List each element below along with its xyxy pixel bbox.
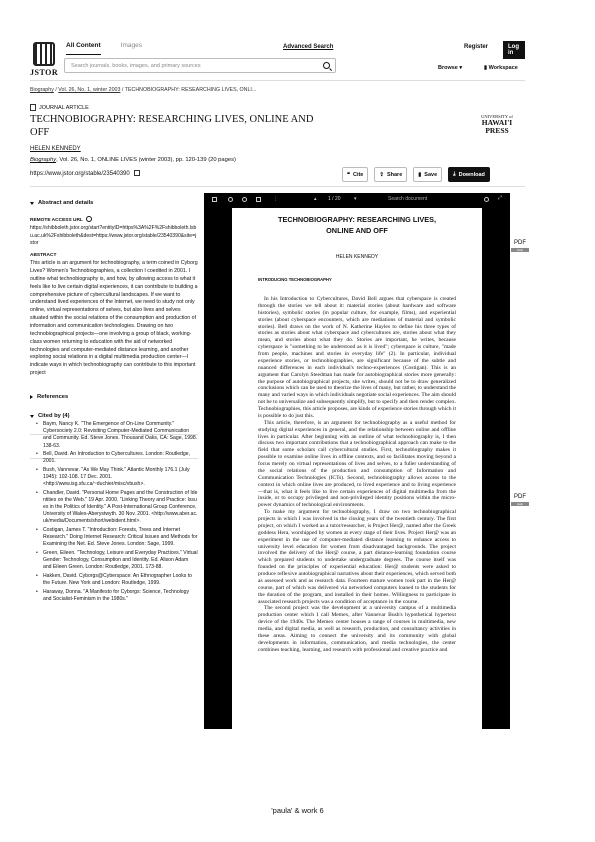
cited-by-label: Cited by (4) xyxy=(38,413,70,420)
browse-label: Browse xyxy=(438,65,458,71)
pdf-tag: Help xyxy=(511,502,529,506)
more-options-icon[interactable]: ⋮ xyxy=(273,196,278,202)
share-icon: ⇪ xyxy=(379,171,384,178)
search-icon[interactable] xyxy=(484,197,489,202)
article-type-label: JOURNAL ARTICLE xyxy=(39,104,89,111)
details-panel xyxy=(30,196,198,604)
help-icon[interactable] xyxy=(86,216,92,222)
sidebar-toggle-icon[interactable] xyxy=(212,197,217,202)
abstract-details-toggle[interactable] xyxy=(30,196,198,211)
article-actions xyxy=(342,167,490,182)
bookmark-icon: ▮ xyxy=(418,171,422,178)
document-icon xyxy=(30,104,36,111)
chevron-down-icon: ▾ xyxy=(459,65,463,71)
zoom-out-icon[interactable] xyxy=(242,197,247,202)
abstract-details-label: Abstract and details xyxy=(38,200,94,206)
download-button[interactable] xyxy=(448,167,490,182)
page-footer: 'paula' & work 6 xyxy=(271,806,324,815)
breadcrumb-issue[interactable]: Vol. 26, No. 1, winter 2003 xyxy=(58,87,121,93)
workspace-label: Workspace xyxy=(488,65,518,71)
viewer-toolbar xyxy=(204,193,510,206)
list-item[interactable]: • Costigan, James T. "Introduction: Forests, Trees and Internet Research." Doing Internet Research: Critical Issues and Methods for Examining the Net. Ed. Steve Jones. London: Sage, 1999. xyxy=(36,527,198,548)
share-button[interactable] xyxy=(374,167,407,182)
citation xyxy=(30,157,236,163)
fit-page-icon[interactable] xyxy=(256,197,261,202)
breadcrumb-current: TECHNOBIOGRAPHY: RESEARCHING LIVES, ONLI... xyxy=(124,87,257,93)
page-paragraph: In his Introduction to Cybercultures, David Bell argues that cyberspace is created through the stories we tell about it: material stories (about hardware and software histories), symbolic stories (in popular culture, for example, films), and experiential stories (about cyberspace encounters, which are mediations of material and symbolic stories). Bell draws on the work of N. Katherine Hayles to define his three types of stories as stories about what cyberspace and cybercultures are, stories about what they mean, and stories about what they do. Stories are important, he writes, because cyberspace is "something to be understood as it is lived"; cyberspace is culture, "made from people, machines and stories in everyday life" (2). In particular, individual experience stories, or technobiographies, are significant because of the subtle and nuanced differences in each individual's techno-experiences (Costigan). This is an argument that Carolyn Steedman has made for autobiographical stories more generally: the purpose of autobiographical projects, she writes, should not be to draw generalized conclusions which can be used to theorize the lives of many, but rather, to understand the many and varied ways in which individuals negotiate social experiences. The aim should not be to universalize and subsequently simplify, but to specify and then render complex. Technobiographies, this article proposes, are kinds of experience stories through which it is possible to do just this. xyxy=(258,296,456,419)
download-label: Download xyxy=(458,171,485,178)
chevron-right-icon xyxy=(30,395,33,399)
abstract-label: ABSTRACT xyxy=(30,253,57,259)
list-item[interactable]: • Chandler, David. "Personal Home Pages and the Construction of Identities on the Web." 19 Apr. 2000. "Linking Theory and Practice: Issues in the Politics of Identity." A Post-International Group Conference, University of Wales-Aberystwyth. 30 Nov. 2001. <http://www.aber.ac.uk/media/Documents/short/webident.html>. xyxy=(36,490,198,525)
browse-menu[interactable] xyxy=(438,65,462,71)
tab-all-content[interactable]: All Content xyxy=(66,42,101,55)
publisher-name-1: HAWAI'I xyxy=(481,118,513,127)
stable-url-text: https://www.jstor.org/stable/23540390 xyxy=(30,171,130,177)
page-paragraph: The second project was the development at a university campus of a multimedia production center which I call Memex, after Vannevar Bush's hypothetical hypertext device of the 1940s. The Memex center houses a range of courses in multimedia, new media, and digital media, as well as research, production, and consultancy activities in these areas. Aiming to connect the university and its community with global developments in information, communication, and media technologies, the center combines teaching, learning, and research with professional and creative practice and xyxy=(258,605,456,653)
share-label: Share xyxy=(386,171,403,178)
chevron-down-icon[interactable]: ▾ xyxy=(354,196,357,202)
article-type xyxy=(30,104,89,111)
login-button[interactable]: Log in xyxy=(503,41,525,59)
pdf-viewer[interactable] xyxy=(204,193,510,729)
list-item[interactable]: • Haraway, Donna. "A Manifesto for Cyborgs: Science, Technology and Socialist-Feminism in the 1980s." xyxy=(36,589,198,603)
references-toggle[interactable] xyxy=(30,390,198,405)
abstract-text: This article is an argument for technobiography, a term coined in Cyborg Lives? Women's Technobiographies, a collection I coedited in 2001. I outline what technobiography is, and how, by allowing access to what it feels like to live certain digital experiences, it can contribute to building a comprehensive picture of cybercultural landscapes. If we want to understand lived experiences of the Internet, we need to study not only online, virtual representations of selves, but also lives and selves situated within the social relations of the consumption and production of information and communication technologies. Drawing on two technobiographical projects—one involving a group of black, working-class women returning to education with the aid of networked technologies and computer-mediated distance learning, and another exploring social relations in a digital multimedia production center—I indicate ways in which technobiography can contribute to this important project xyxy=(30,260,198,377)
tab-images[interactable]: Images xyxy=(120,42,142,49)
list-item[interactable]: • Bell, David. An Introduction to Cybercultures. London: Routledge, 2001. xyxy=(36,451,198,465)
page-paragraph: To make my argument for technobiography, I draw on two technobiographical projects in which I was involved in the closing years of the twentieth century. The first project, on which I worked as a tutor/researcher, is Project Her@, named after the Greek goddess Hera, worshipped by women at every stage of their lives. Project Her@ was an experiment in the use of computer-mediated distance learning to enhance access to university level education for women from disadvantaged backgrounds. The project involved the delivery of the Her@ course, a part distance-learning foundation course which prepared students to undertake undergraduate degrees. The course itself was founded on the principles of experiential education: Her@ students were asked to produce reflexive autobiographical narratives about their experiences, which served both as assessed work and as research data. Fourteen mature women took part in the Her@ course, part of which was delivered via networked computers loaned to the students for the duration of the program, and installed in their homes. Willingness to participate in associated research projects was a condition of acceptance in the course. xyxy=(258,509,456,605)
page-indicator[interactable]: 1 / 20 xyxy=(328,196,341,202)
page-body xyxy=(258,296,456,654)
logo-text: JSTOR xyxy=(30,68,59,77)
remote-access-label xyxy=(30,216,198,224)
list-item[interactable]: • Green, Eileen. "Technology, Leisure and Everyday Practices." Virtual Gender: Technology, Consumption and Identity. Ed. Alison Adam and Eileen Green. London: Routledge, 2001. 173-88. xyxy=(36,550,198,571)
pdf-side-button[interactable] xyxy=(511,240,529,252)
quote-icon: ❝ xyxy=(347,171,350,178)
header-divider xyxy=(30,80,525,81)
chevron-up-icon[interactable]: ▴ xyxy=(314,196,317,202)
chevron-down-icon xyxy=(30,415,34,418)
chevron-down-icon xyxy=(30,202,34,205)
cite-label: Cite xyxy=(352,171,364,178)
article-title: TECHNOBIOGRAPHY: RESEARCHING LIVES, ONLINE AND OFF xyxy=(30,114,314,138)
list-item[interactable]: • Bush, Vannevar. "As We May Think." Atlantic Monthly 176.1 (July 1945): 102-108. 17 Dec. 2001. <http://www.isg.sfu.ca/~duchier/misc/vbush>. xyxy=(36,467,198,488)
page-title-line-1: TECHNOBIOGRAPHY: RESEARCHING LIVES, xyxy=(278,215,436,224)
cited-by-toggle[interactable] xyxy=(30,409,198,421)
remote-access-url[interactable]: https://shibboleth.jstor.org/start?entityID=https%3A%2F%2Fshibboleth.lsbu.ac.uk%2Fshibboleth&dest=https://www.jstor.org/stable/23540390&site=jstor xyxy=(30,225,197,246)
save-button[interactable] xyxy=(413,167,442,182)
register-button[interactable]: Register xyxy=(464,44,489,50)
search-icon[interactable] xyxy=(323,62,330,69)
page-title-line-2: ONLINE AND OFF xyxy=(326,226,388,235)
cite-button[interactable] xyxy=(342,167,368,182)
pdf-side-button[interactable] xyxy=(511,494,529,506)
pdf-label: PDF xyxy=(514,494,526,500)
breadcrumb-journal[interactable]: Biography xyxy=(30,87,54,93)
bookmark-icon: ▮ xyxy=(484,65,489,71)
save-label: Save xyxy=(424,171,438,178)
pdf-label: PDF xyxy=(514,240,526,246)
search-input[interactable] xyxy=(64,58,336,73)
download-icon: ⤓ xyxy=(453,171,456,177)
pdf-page xyxy=(232,208,482,729)
search-placeholder: Search journals, books, images, and primary sources xyxy=(71,63,201,69)
publisher-small: UNIVERSITY of xyxy=(481,114,513,119)
remote-access-text: REMOTE ACCESS URL xyxy=(30,218,83,224)
jstor-logo[interactable] xyxy=(30,42,58,76)
journal-link[interactable]: Biography xyxy=(30,157,57,163)
list-item[interactable]: • Baym, Nancy K. "The Emergence of On-Line Community." Cybersociety 2.0: Revisiting Computer-Mediated Communication and Community. Ed. Steve Jones. Thousand Oaks, CA: Sage, 1998. 138-63. xyxy=(36,421,198,449)
stable-url xyxy=(30,170,140,177)
search-tabs xyxy=(66,42,142,55)
list-item[interactable]: • Hakken, David. Cyborgs@Cyberspace: An Ethnographer Looks to the Future. New York and London: Routledge, 1999. xyxy=(36,573,198,587)
jstor-logo-icon xyxy=(33,42,55,66)
breadcrumb: Biography / Vol. 26, No. 1, winter 2003 / TECHNOBIOGRAPHY: RESEARCHING LIVES, ONLI... xyxy=(30,87,257,93)
workspace-link[interactable] xyxy=(484,65,518,71)
cited-by-list xyxy=(36,421,198,602)
author-link[interactable]: HELEN KENNEDY xyxy=(30,146,81,152)
pdf-tag: Help xyxy=(511,248,529,252)
citation-details: , Vol. 26, No. 1, ONLINE LIVES (winter 2003), pp. 120-139 (20 pages) xyxy=(56,157,236,163)
document-search-input[interactable]: Search document xyxy=(388,196,428,202)
publisher-name-2: PRESS xyxy=(485,126,509,135)
page-author: HELEN KENNEDY xyxy=(335,254,379,260)
zoom-in-icon[interactable] xyxy=(228,197,233,202)
copy-icon[interactable] xyxy=(134,170,140,176)
advanced-search-link[interactable]: Advanced Search xyxy=(283,44,334,50)
publisher-logo[interactable] xyxy=(472,114,522,135)
page-section-heading: INTRODUCING TECHNOBIOGRAPHY xyxy=(258,277,332,282)
expand-icon[interactable]: ⤢ xyxy=(498,195,503,201)
page-paragraph: This article, therefore, is an argument for technobiography as a useful method for studying digital experiences in general, and the relationship between online and offline lives in particular. After beginning with an outline of what technobiography is, I then discuss two important contributions that a technobiographical approach can make to the field that some scholars call cybercultural studies. First, technobiography makes it possible to examine online lives in offline contexts, and so facilitates moving beyond a focus merely on virtual representations of lives and selves, to a fuller understanding of the social relations of the production and consumption of Information and Communication Technologies (ICTs). Second, technobiography allows access to the context in which online lives are produced, to lived experience and to living experience—that is, what it feels like to live certain experiences of digital multimedia from the inside, or to occupy privileged and non-privileged identity positions within the micro-power dynamics of technological environments. xyxy=(258,419,456,509)
references-label: References xyxy=(37,393,69,400)
content-divider xyxy=(30,186,525,187)
